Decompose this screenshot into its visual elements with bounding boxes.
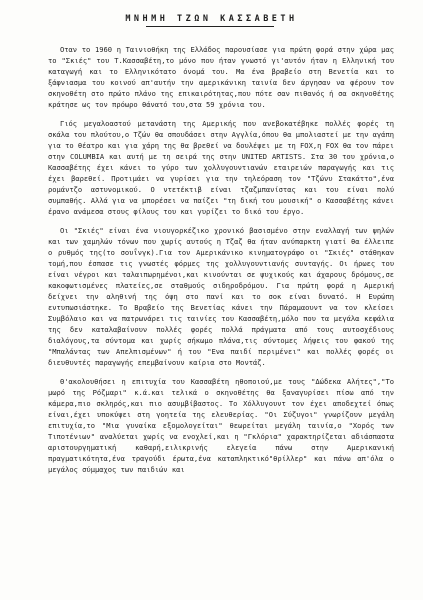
paragraph-4: Θ'ακολουθήσει η επιτυχία του Κασσαβέτη ηθοποιού,με τους "Δώδεκα Αλήτες","Το μωρό της Ρόζμαρι" κ.ά.και τελικά ο σκηνοθέτης θα ξαναγυρίσει πίσω από την κάμερα,πιο σκληρός,και πιο ασυμβίβαστος. Το Χόλλυγουντ τον έχει αποδεχτεί όπως είναι,έχει υποκύψει στη γοητεία της ελευθερίας. "Οι Σύζυγοι" γνωρίζουν μεγάλη επιτυχία,το "Μια γυναίκα εξομολογείται" θεωρείται μεγάλη ταινία,ο "Χορός των Τιποτένιων" αναλύεται χωρίς να ενοχλεί,και η "Γκλόρια" χαρακτηρίζεται αδιάσπαστα αριστουργηματική καθαρή,ειλικρινής ελεγεία πάνω στην Αμερικανική πραγματικότητα,ένα τραγούδι έρωτα,ένα καταπληκτικό"θρίλλερ" και πάνω απ'όλα ο μεγάλος σύμμαχος των παιδιών και [48,377,394,474]
paragraph-2: Γιός μεγαλοαστού μετανάστη της Αμερικής που ανεβοκατέβηκε πολλές φορές τη σκάλα του πλούτου,ο Τζών θα σπουδάσει στην Αγγλία,όπου θα μπολιαστεί με την αγάπη για το θέατρο και για χάρη της θα βρεθεί να δουλέψει με τη FOX,η FOX θα τον πάρει στην COLUMBIA και αυτή με τη σειρά της στην UNITED ARTISTS. Στα 30 του χρόνια,ο Κασσαβέτης έχει κάνει το γύρο των χολλυγουντιανών εταιρειών παραγωγής και τις έχει βαρεθεί. Προτιμάει να γυρίσει για την τηλεόραση τον "Τζώνυ Στακάττο",ένα ρομάντζο αστυνομικού. Ο ντετέκτιβ είναι τζαζμπανίστας και του είναι πολύ συμπαθής. Αλλά για να μπορέσει να παίζει "τη δική του μουσική" ο Κασσαβέτης κάνει έρανο ανάμεσα στους φίλους του και γυρίζει το δικό του έργο. [48,119,394,216]
document-title: ΜΝΗΜΗ ΤΖΩΝ ΚΑΣΣΑΒΕΤΗ [125,14,298,24]
title-underline [146,26,274,27]
paragraph-3: Οι "Σκιές" είναι ένα νιουγορκέζικο χρονικό βασισμένο στην εναλλαγή των ψηλών και των χαμηλών τόνων που χωρίς αυτούς η Τζαζ θα ήταν ανύπαρκτη γιατί θα έλλειπε ο ρυθμός της(το σουΐνγκ).Για τον Αμερικάνικο κινηματογράφο οι "Σκιές" στάθηκαν τομή,που έσπασε τις γνωστές φόρμες της χολλυγουντιανής συνταγής. Οι ήρωες του είναι νέγροι και ταλαιπωρημένοι,και κινούνται σε ψυχικούς και άχαρους δρόμους,σε κακοφωτισμένες πλατείες,σε σταθμούς σιδηροδρόμου. Για πρώτη φορά η Αμερική δείχνει την αληθινή της όψη στο πανί και το σοκ είναι δυνατό. Η Ευρώπη εντυπωσιάστηκε. Το Βραβείο της Βενετίας κάνει την Πάραμαουντ να τον κλείσει Συμβόλαιο και να πατρωνάρει τις ταινίες του Κασσαβέτη,μόλο που τα μεγάλα κεφάλια της δεν καταλαβαίνουν πολλές φορές πολλά πράγματα από τους αυτοσχέδιους διαλόγους,τα σύντομα και χωρίς σήκωμο πλάνα,τις σύντομες λήψεις του φακού της "Μπαλάντας των Απελπισμένων" ή του "Ενα παιδί περιμένει" και πολλές φορές οι διευθυντές παραγωγής επεμβαίνουν καίρια στο Μοντάζ. [48,226,394,367]
document-body [48,44,394,475]
paragraph-1: Οταν το 1960 η Ταινιοθήκη της Ελλάδος παρουσίασε για πρώτη φορά στην χώρα μας το "Σκιές" του Τ.Κασσαβέτη,το μόνο που ήταν γνωστό γι'αυτόν ήταν η Ελληνική του καταγωγή και το Ελληνικότατο όνομά του. Μα ένα βραβείο στη Βενετία και το ξάφνιασμα του κοινού απ'αυτήν την αμερικάνικη ταινία δεν άργησαν να φέρουν τον σκηνοθέτη στο πρώτο πλάνο της επικαιρότητας,που πότε σαν πιθανός ή σα σκηνοθέτης κράτησε ως τον πρόωρο θάνατό του,στα 59 χρόνια του. [48,45,394,109]
